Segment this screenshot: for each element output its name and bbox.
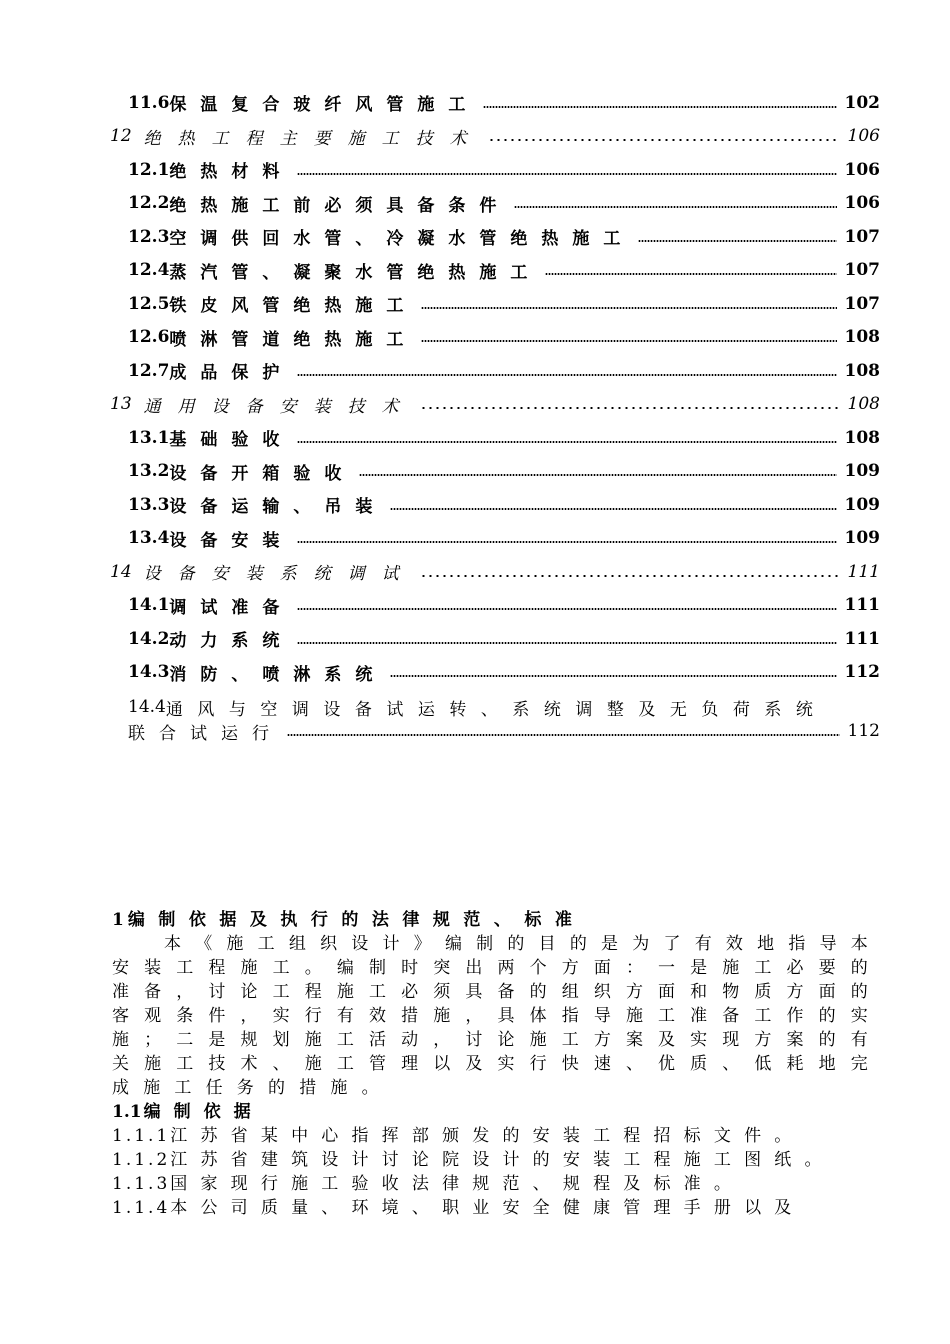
toc-entry-title: 空调供回水管、冷凝水管绝热施工 (169, 229, 635, 250)
toc-entry-title: 喷淋管道绝热施工 (169, 329, 418, 350)
toc-entry-title: 设备安装系统调试 (143, 564, 416, 585)
basis-item-text: 江苏省建筑设计讨论院设计的安装工程施工图纸。 (170, 1150, 835, 1170)
section-heading (112, 908, 872, 932)
toc-dot-leader (421, 340, 836, 342)
toc-entry[interactable] (110, 254, 880, 288)
toc-entry-title: 蒸汽管、凝聚水管绝热施工 (169, 262, 542, 283)
basis-list-item (112, 1148, 872, 1172)
toc-entry-title: 绝热施工前必须具备条件 (169, 195, 511, 216)
toc-entry-title: 通用设备安装技术 (143, 396, 416, 417)
basis-item-number: 1.1.1 (112, 1126, 171, 1146)
toc-dot-leader (297, 441, 836, 443)
toc-entry-page: 112 (847, 721, 880, 741)
basis-list-item (112, 1172, 872, 1196)
toc-entry[interactable] (110, 321, 880, 355)
toc-entry-page: 111 (847, 561, 880, 582)
toc-entry-number: 11.6 (128, 92, 170, 113)
toc-dot-leader (421, 307, 836, 309)
toc-entry-title: 消防、喷淋系统 (169, 664, 387, 685)
toc-dot-leader (297, 642, 836, 644)
toc-entry[interactable] (110, 354, 880, 388)
toc-dot-leader (390, 508, 836, 510)
toc-entry-number: 13.2 (128, 461, 170, 482)
toc-dot-leader (297, 374, 836, 376)
toc-entry-page: 108 (844, 427, 880, 448)
toc-dot-leader (545, 273, 836, 275)
toc-dot-leader (359, 474, 836, 476)
toc-dot-leader (488, 139, 840, 141)
toc-entry-number: 14.4 (128, 697, 166, 717)
toc-entry-page: 108 (844, 327, 880, 348)
toc-entry-number: 14 (110, 561, 132, 582)
toc-entry-page: 109 (844, 528, 880, 549)
toc-entry-page: 106 (847, 126, 880, 147)
toc-entry[interactable] (110, 488, 880, 522)
basis-item-number: 1.1.2 (112, 1150, 171, 1170)
toc-entry-page: 107 (844, 260, 880, 281)
basis-list-item (112, 1124, 872, 1148)
toc-entry[interactable] (110, 287, 880, 321)
toc-entry-number: 13.1 (128, 427, 170, 448)
toc-dot-leader (297, 541, 836, 543)
section-paragraph: 本《施工组织设计》编制的目的是为了有效地指导本安装工程施工。编制时突出两个方面：一是施工必要的准备，讨论工程施工必须具备的组织方面和物质方面的客观条件，实行有效措施，具体指导施工准备工作的实施；二是规划施工活动，讨论施工方案及实现方案的有关施工技术、施工管理以及实行快速、优质、低耗地完成施工任务的措施。 (112, 934, 882, 1098)
toc-entry[interactable] (110, 555, 880, 589)
toc-entry-title: 动力系统 (169, 631, 294, 652)
toc-entry-title: 铁皮风管绝热施工 (169, 296, 418, 317)
basis-item-text: 本公司质量、环境、职业安全健康管理手册以及 (170, 1198, 805, 1218)
section-number: 1 (112, 910, 124, 930)
toc-entry[interactable] (110, 86, 880, 120)
toc-entry-page: 107 (844, 226, 880, 247)
toc-entry[interactable] (110, 153, 880, 187)
toc-dot-leader (483, 106, 836, 108)
toc-entry[interactable] (110, 622, 880, 656)
toc-entry-number: 12.7 (128, 360, 170, 381)
toc-dot-leader (420, 407, 840, 409)
toc-entry[interactable] (110, 120, 880, 154)
toc-entry-title: 成品保护 (169, 363, 294, 384)
basis-item-number: 1.1.4 (112, 1198, 171, 1218)
toc-entry-number: 13 (110, 394, 132, 415)
toc-entry[interactable] (110, 589, 880, 623)
toc-entry[interactable] (110, 388, 880, 422)
toc-entry-title: 设备安装 (169, 530, 294, 551)
toc-entry-title: 绝热材料 (169, 162, 294, 183)
toc-dot-leader (287, 734, 840, 736)
toc-entry-number: 12 (110, 126, 132, 147)
toc-entry-page: 108 (847, 394, 880, 415)
toc-entry-page: 109 (844, 494, 880, 515)
toc-entry-page: 102 (844, 92, 880, 113)
toc-entry-number: 14.3 (128, 662, 170, 683)
toc-entry-title-continued: 联合试运行 (128, 723, 283, 744)
toc-entry-number: 14.2 (128, 628, 170, 649)
basis-list-item (112, 1196, 872, 1220)
toc-entry-number: 12.6 (128, 327, 170, 348)
toc-entry-number: 13.3 (128, 494, 170, 515)
toc-dot-leader (514, 206, 836, 208)
toc-entry[interactable] (110, 656, 880, 690)
toc-entry-page: 107 (844, 293, 880, 314)
toc-entry-page: 112 (844, 662, 880, 683)
toc-entry-title: 绝热工程主要施工技术 (143, 128, 484, 149)
toc-entry-page: 111 (844, 595, 880, 616)
basis-item-text: 江苏省某中心指挥部颁发的安装工程招标文件。 (170, 1126, 805, 1146)
toc-entry-title: 保温复合玻纤风管施工 (169, 95, 480, 116)
toc-entry-title: 调试准备 (169, 597, 294, 618)
toc-entry-page: 111 (844, 628, 880, 649)
toc-entry[interactable] (110, 455, 880, 489)
subsection-number: 1.1 (112, 1102, 142, 1122)
subsection-heading (112, 1100, 872, 1124)
toc-entry-title: 设备运输、吊装 (169, 497, 387, 518)
toc-dot-leader (390, 675, 836, 677)
toc-entry[interactable] (110, 220, 880, 254)
toc-dot-leader (420, 575, 840, 577)
toc-entry-line-2 (128, 719, 880, 743)
toc-entry-page: 106 (844, 159, 880, 180)
section-title: 编制依据及执行的法律规范、标准 (127, 910, 586, 930)
toc-entry-title: 设备开箱验收 (169, 463, 356, 484)
toc-entry-number: 13.4 (128, 528, 170, 549)
table-of-contents (110, 86, 880, 743)
basis-item-text: 国家现行施工验收法律规范、规程及标准。 (170, 1174, 745, 1194)
toc-entry-number: 12.5 (128, 293, 170, 314)
basis-item-number: 1.1.3 (112, 1174, 171, 1194)
toc-entry-number: 14.1 (128, 595, 170, 616)
toc-entry[interactable] (110, 421, 880, 455)
toc-entry-title: 通风与空调设备试运转、系统调整及无负荷系统 (165, 699, 828, 720)
toc-entry-line-1 (128, 695, 880, 719)
subsection-title: 编制依据 (143, 1102, 264, 1122)
toc-entry-number: 12.3 (128, 226, 170, 247)
toc-dot-leader (297, 608, 836, 610)
toc-entry-page: 109 (844, 461, 880, 482)
section-1 (112, 908, 882, 1220)
toc-entry-multiline[interactable] (110, 695, 880, 743)
toc-entry-title: 基础验收 (169, 430, 294, 451)
toc-entry-page: 106 (844, 193, 880, 214)
toc-entry-number: 12.1 (128, 159, 170, 180)
toc-entry[interactable] (110, 187, 880, 221)
toc-entry-page: 108 (844, 360, 880, 381)
toc-dot-leader (638, 240, 836, 242)
toc-entry[interactable] (110, 522, 880, 556)
toc-dot-leader (297, 173, 836, 175)
toc-entry-number: 12.4 (128, 260, 170, 281)
toc-entry-number: 12.2 (128, 193, 170, 214)
